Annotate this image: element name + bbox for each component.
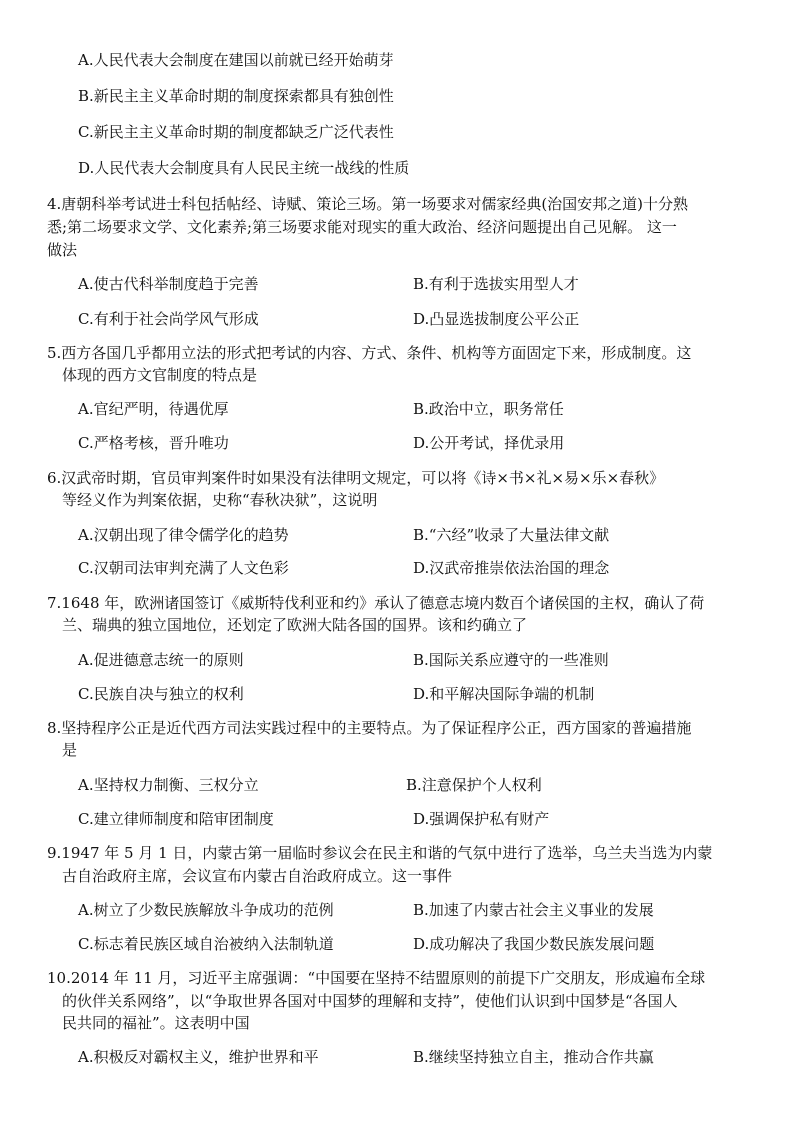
- q4-option-b: B.有利于选拔实用型人才: [413, 275, 579, 293]
- q5-option-d: D.公开考试，择优录用: [413, 434, 565, 452]
- q8-option-c: C.建立律师制度和陪审团制度: [78, 810, 274, 828]
- q10-option-b: B.继续坚持独立自主，推动合作共赢: [413, 1048, 654, 1066]
- q8-option-a: A.坚持权力制衡、三权分立: [78, 776, 259, 794]
- q3-option-c: C.新民主主义革命时期的制度都缺乏广泛代表性: [78, 123, 394, 141]
- q6-option-a: A.汉朝出现了律令儒学化的趋势: [78, 526, 289, 544]
- q6-option-b: B.“六经”收录了大量法律文献: [413, 526, 610, 544]
- q5-stem-line-2: 体现的西方文官制度的特点是: [62, 366, 258, 384]
- q4-option-a: A.使古代科举制度趋于完善: [78, 275, 259, 293]
- q9-option-b: B.加速了内蒙古社会主义事业的发展: [413, 901, 654, 919]
- q5-option-b: B.政治中立，职务常任: [413, 400, 564, 418]
- q4-option-c: C.有利于社会尚学风气形成: [78, 310, 259, 328]
- q7-option-a: A.促进德意志统一的原则: [78, 651, 244, 669]
- q8-option-d: D.强调保护私有财产: [413, 810, 550, 828]
- q7-stem-line-2: 兰、瑞典的独立国地位，还划定了欧洲大陆各国的国界。该和约确立了: [62, 616, 528, 634]
- q6-stem-line-2: 等经义作为判案依据，史称“春秋决狱”，这说明: [62, 491, 378, 509]
- q5-option-a: A.官纪严明，待遇优厚: [78, 400, 229, 418]
- q4-stem-line-2: 悉;第二场要求文学、文化素养;第三场要求能对现实的重大政治、经济问题提出自己见解。 这一: [47, 218, 677, 236]
- q6-option-d: D.汉武帝推崇依法治国的理念: [413, 559, 610, 577]
- q5-option-c: C.严格考核，晋升唯功: [78, 434, 229, 452]
- q6-option-c: C.汉朝司法审判充满了人文色彩: [78, 559, 289, 577]
- q6-stem-line-1: 6.汉武帝时期，官员审判案件时如果没有法律明文规定，可以将《诗×书×礼×易×乐×春秋》: [47, 469, 665, 487]
- q9-stem-line-2: 古自治政府主席，会议宣布内蒙古自治政府成立。这一事件: [62, 867, 453, 885]
- q9-option-c: C.标志着民族区域自治被纳入法制轨道: [78, 935, 334, 953]
- q8-stem-line-2: 是: [62, 741, 78, 759]
- q5-stem-line-1: 5.西方各国几乎都用立法的形式把考试的内容、方式、条件、机构等方面固定下来，形成制度。这: [47, 344, 692, 362]
- q4-stem-line-1: 4.唐朝科举考试进士科包括帖经、诗赋、策论三场。第一场要求对儒家经典(治国安邦之道)十分熟: [47, 195, 689, 213]
- q3-option-a: A.人民代表大会制度在建国以前就已经开始萌芽: [78, 51, 394, 69]
- q10-stem-line-3: 民共同的福祉”。这表明中国: [62, 1014, 250, 1032]
- q8-option-b: B.注意保护个人权利: [406, 776, 542, 794]
- q9-stem-line-1: 9.1947 年 5 月 1 日，内蒙古第一届临时参议会在民主和谐的气氛中进行了选举，乌兰夫当选为内蒙: [47, 844, 713, 862]
- q7-option-d: D.和平解决国际争端的机制: [413, 685, 595, 703]
- q8-stem-line-1: 8.坚持程序公正是近代西方司法实践过程中的主要特点。为了保证程序公正，西方国家的普遍措施: [47, 719, 692, 737]
- q4-option-d: D.凸显选拔制度公平公正: [413, 310, 580, 328]
- q10-stem-line-1: 10.2014 年 11 月，习近平主席强调：“中国要在坚持不结盟原则的前提下广交朋友，形成遍布全球: [47, 969, 706, 987]
- q9-option-d: D.成功解决了我国少数民族发展问题: [413, 935, 655, 953]
- q4-stem-line-3: 做法: [47, 241, 78, 259]
- q3-option-b: B.新民主主义革命时期的制度探索都具有独创性: [78, 87, 394, 105]
- q7-option-c: C.民族自决与独立的权利: [78, 685, 244, 703]
- q7-stem-line-1: 7.1648 年，欧洲诸国签订《威斯特伐利亚和约》承认了德意志境内数百个诸侯国的主权，确认了荷: [47, 594, 705, 612]
- q10-stem-line-2: 的伙伴关系网络”，以“争取世界各国对中国梦的理解和支持”，使他们认识到中国梦是“各国人: [62, 992, 678, 1010]
- q10-option-a: A.积极反对霸权主义，维护世界和平: [78, 1048, 319, 1066]
- q9-option-a: A.树立了少数民族解放斗争成功的范例: [78, 901, 334, 919]
- q3-option-d: D.人民代表大会制度具有人民民主统一战线的性质: [78, 159, 410, 177]
- q7-option-b: B.国际关系应遵守的一些准则: [413, 651, 609, 669]
